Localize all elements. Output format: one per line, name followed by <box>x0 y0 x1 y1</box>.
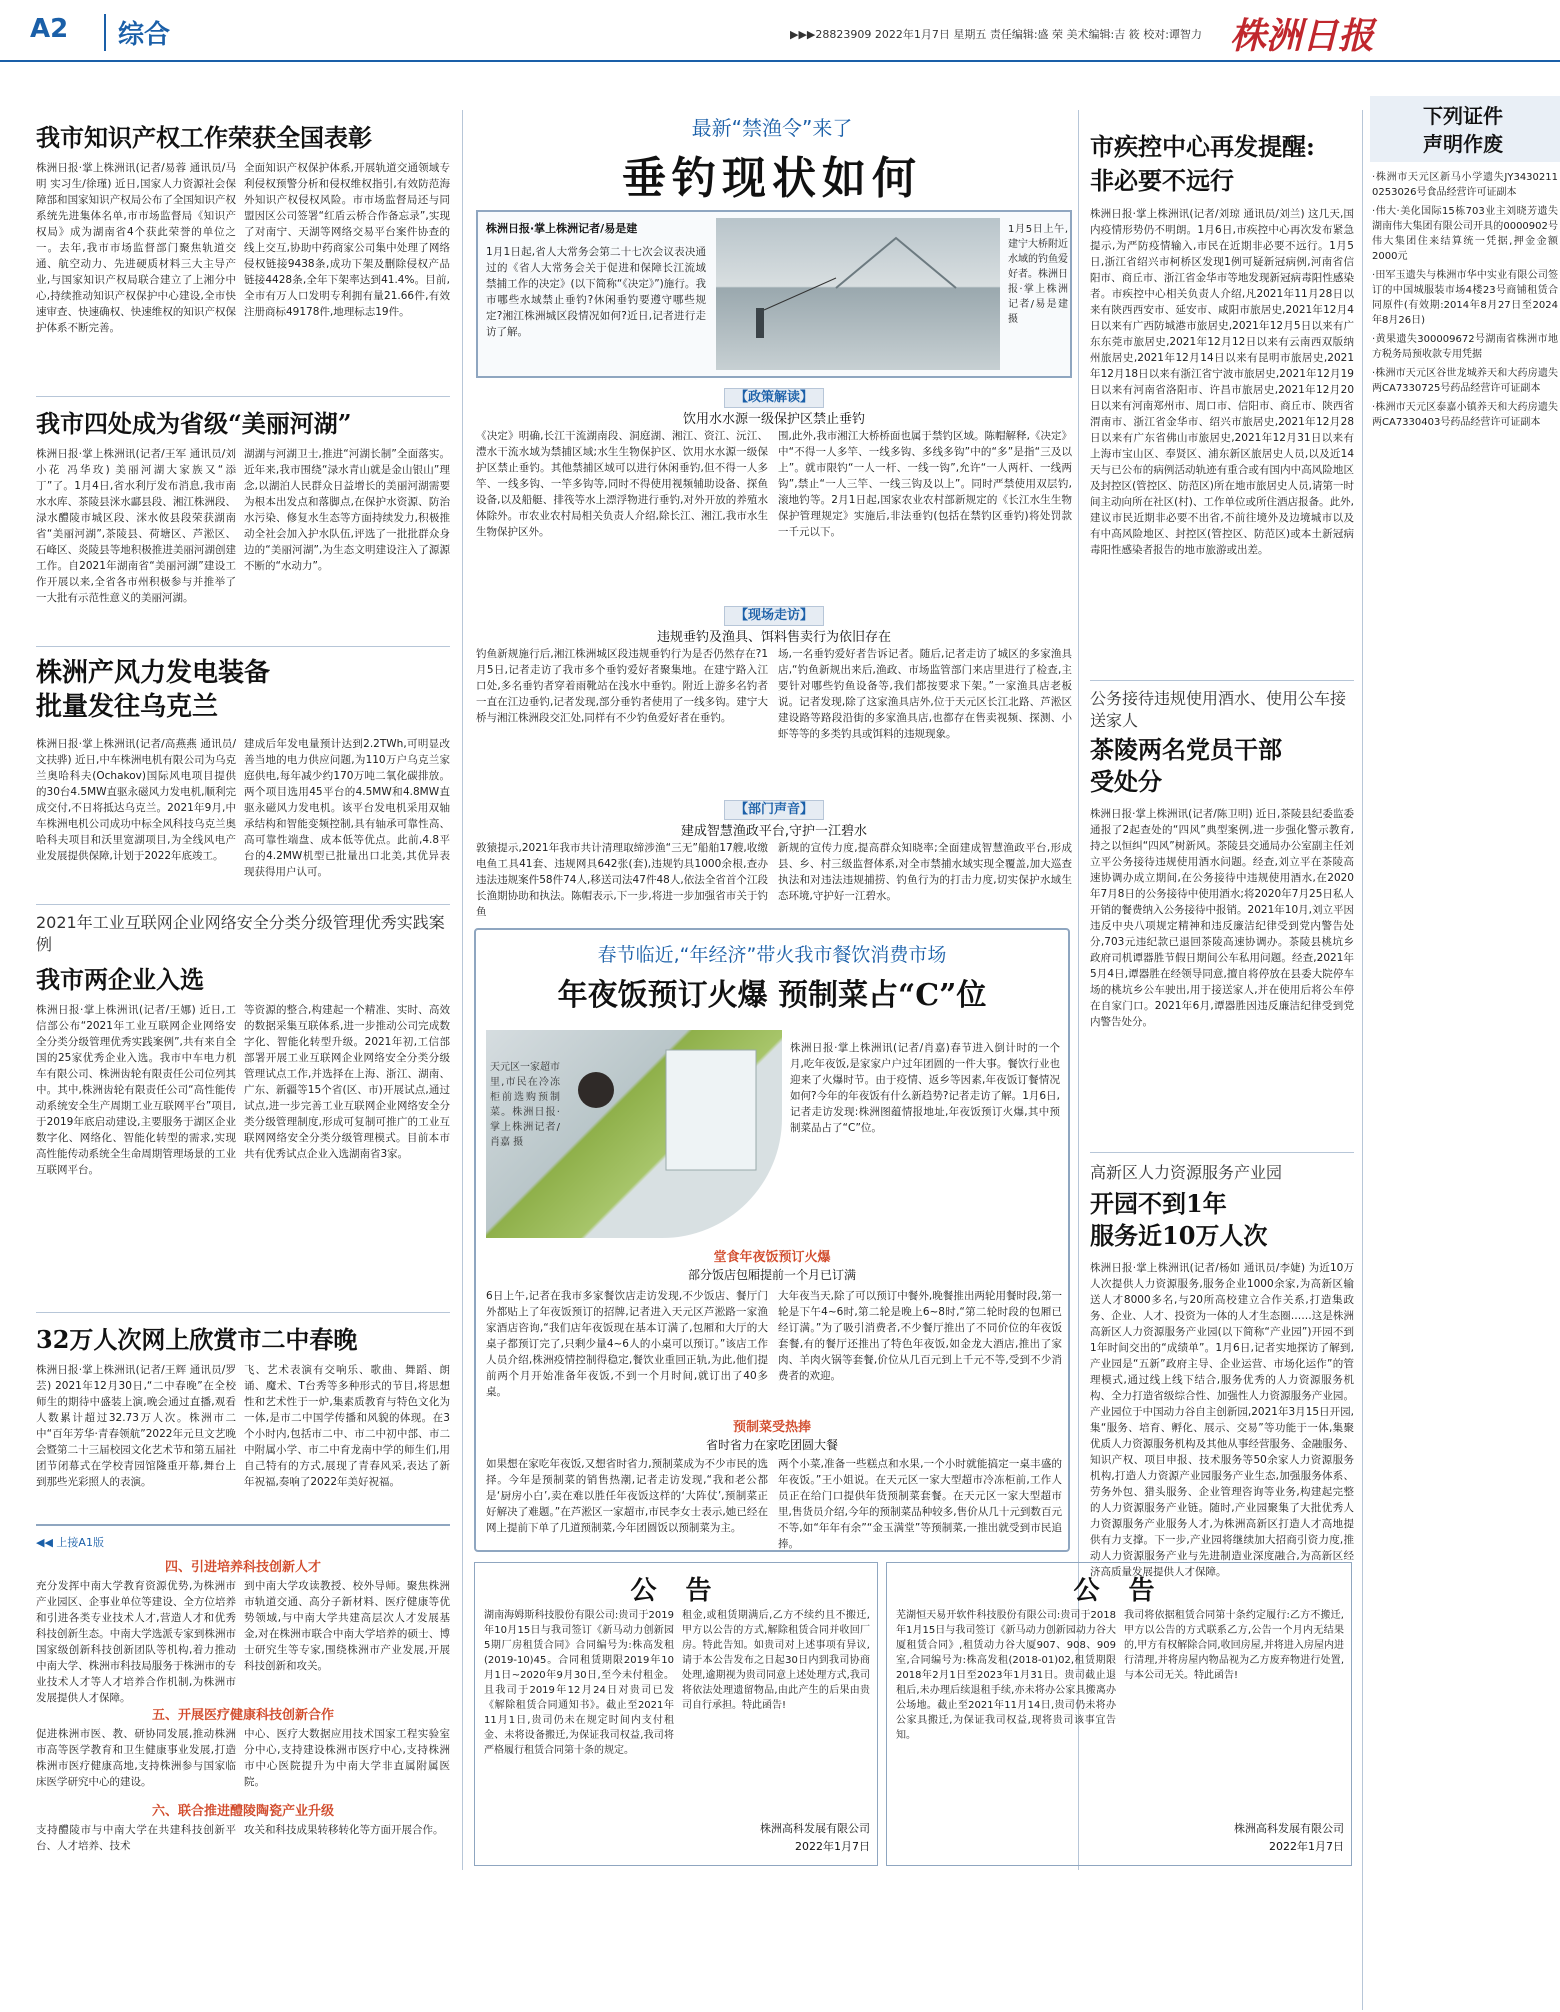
notice-1-title: 公 告 <box>630 1576 722 1606</box>
notice-2-col2: 我司将依据租赁合同第十条约定履行:乙方不搬迁,甲方以公告的方式联系乙方,公告一个月内无结果的,甲方有权解除合同,收回房屋,并将进入房屋内进行清理,并将房屋内物品视为乙方废弃物进行处置,与本公司无关。特此函告! <box>1124 1610 1344 1681</box>
talent-text-col1: 充分发挥中南大学教育资源优势,为株洲市产业园区、企事业单位等建设、全方位培养和引进各类专业技术人才,营造人才和优秀科技创新生态。中南大学选派专家到株洲市国家级创新科技创新团队等机构,着力推动中南大学、株洲市科技局服务于株洲市的专业技术人才等人才培养合作机制,为株洲市发展提供人才保障。 <box>36 1580 236 1704</box>
article-title-gala: 32万人次网上欣赏市二中春晚 <box>36 1325 358 1354</box>
medical-text-col2: 中心、医疗大数据应用技术国家工程实验室分中心,支持建设株洲市医疗中心,支持株洲市中心医院提升为中南大学非直属附属医院。 <box>244 1728 450 1788</box>
section-head-talent: 四、引进培养科技创新人才 <box>164 1560 321 1575</box>
article-title-hr-park: 开园不到1年 服务近10万人次 <box>1090 1189 1268 1250</box>
lead-scene-col1: 钓鱼新规施行后,湘江株洲城区段违规垂钓行为是否仍然存在?1月5日,记者走访了我市多个垂钓爱好者聚集地。在建宁路入江口处,多名垂钓者穿着雨靴站在浅水中垂钓。附近上游多名钓者一直在江边垂钓,记者发现,部分垂钓者使用了一线多钩。建宁大桥与湘江株洲段交汇处,同样有不少钓鱼爱好者在垂钓。 <box>476 648 768 724</box>
dinner-title: 年夜饭预订火爆 预制菜占“C”位 <box>557 978 987 1013</box>
article-body-security-col2: 等资源的整合,构建起一个精准、实时、高效的数据采集互联体系,进一步推动公司完成数字化、智能化转型升级。2021年初,工信部部署开展工业互联网企业网络安全分类分级管理试点工作,并选择在上海、浙江、湖南、广东、新疆等15个省(区、市)开展试点,通过试点,进一步完善工业互联网企业网络安全分类分级管理制度,形成可复制可推广的工业互联网网络安全分类分级管理模式。目前本市共有优秀试点企业入选湖南省3家。 <box>244 1004 450 1160</box>
divider <box>36 904 450 905</box>
divider <box>36 396 450 397</box>
lead-section-policy: 【政策解读】 <box>476 386 1072 408</box>
article-body-hr-park: 株洲日报·掌上株洲讯(记者/杨如 通讯员/李婕) 为近10万人次提供人力资源服务,服务企业1000余家,为高新区输送人才8000多名,与20所高校建立合作关系,打造集政务、企业、人才、投资为一体的人才生态圈……这是株洲高新区人力资源服务产业园(以下简称“产业园”)开园不到1年时间交出的“成绩单”。1月6日,记者实地探访了解到,产业园是“五新”政府主导、企业运营、市场化运作”的管理模式,通过线上线下结合,服务优秀的人力资源服务机构、全力打造省级综合性、加强性人力资源服务产业园。产业园位于中国动力谷自主创新园,2021年3月15日开园,集“服务、培育、孵化、展示、交易”等功能于一体,集聚优质人力资源服务机构及其他从事经营服务、金融服务、知识产权、项目申报、技术服务等50余家人力资源服务机构,打造人力资源产业园服务产业生态,加强服务体系、劳务外包、猎头服务、企业管理咨询等业务,构建起完整的人力资源服务产业链。随时,产业园聚集了大批优秀人力资源服务产业服务人才,为株洲高新区打造人才高地提供有力支撑。下一步,产业园将继续加大招商引资力度,推动人力资源服务产业与先进制造业深度融合,为高新区经济高质量发展提供人才保障。 <box>1090 1262 1354 1578</box>
section-name: 综合 <box>104 14 170 51</box>
dinner-section-dinein-sub: 部分饭店包厢提前一个月已订满 <box>687 1268 856 1282</box>
list-item: ·伟大·美化国际15栋703业主刘晓芳遗失湖南伟大集团有限公司开具的0000902号伟大集团住来结算统一凭据,押金金额2000元 <box>1372 206 1558 262</box>
fishing-rod <box>764 278 836 310</box>
continued-from-ref: ◀◀ 上接A1版 <box>36 1536 104 1549</box>
column-separator <box>1362 110 1363 2010</box>
article-body-ip-award-col1: 株洲日报·掌上株洲讯(记者/易蓉 通讯员/马明 实习生/徐瑾) 近日,国家人力资源社会保障部和国家知识产权局公布了全国知识产权系统先进集体名单,市市场监督局《知识产权局》成为湖南省4个获此荣誉的单位之一。去年,我市市场监督部门聚焦轨道交通、航空动力、先进硬质材料三大主导产业,与国家知识产权局联合建立了上湘分中心,持续推动知识产权保护中心建设,全市快速审查、快速确权、快速维权的知识产权保护体系不断完善。 <box>36 162 236 334</box>
dinner-section-prepared-sub: 省时省力在家吃团圆大餐 <box>705 1438 838 1452</box>
article-title-cdc: 市疾控中心再发提醒: 非必要不远行 <box>1090 132 1315 195</box>
article-title-discipline: 茶陵两名党员干部 受处分 <box>1090 735 1282 796</box>
article-body-ip-award-col2: 全面知识产权保护体系,开展轨道交通领域专利侵权预警分析和侵权维权指引,有效防范海外知识产权侵权风险。市市场监督局还与同盟因区公司签署“红盾云桥合作备忘录”,实现了对南宁、天湖等网络交易平台案件协查的线上交互,协助中药商家公司集中处理了网络侵权链接9438条,成功下架及删除侵权产品链接4428条,全年下架率达到41.4%。目前,全市有万人口发明专利拥有量21.66件,有效注册商标49178件,地理标志19件。 <box>244 162 450 318</box>
lead-section-department-sub: 建成智慧渔政平台,守护一江碧水 <box>680 824 868 839</box>
article-kicker-discipline: 公务接待违规使用酒水、使用公车接送家人 <box>1090 689 1347 730</box>
list-item: ·株洲市天元区新马小学遗失JY3430211 0253026号食品经营许可证副本 <box>1372 172 1558 198</box>
ceramics-text-col2: 攻关和科技成果转移转化等方面开展合作。 <box>244 1824 444 1836</box>
section-head-ceramics: 六、联合推进醴陵陶瓷产业升级 <box>151 1804 334 1819</box>
bridge-silhouette <box>836 238 956 288</box>
article-body-gala-col2: 飞、艺术表演有交响乐、歌曲、舞蹈、朗诵、魔术、T台秀等多种形式的节目,将思想性和艺术性于一炉,集素质教育与特色文化为一体,是市二中国学传播和风貌的体现。在3个小时内,包括市二中、市二中初中部、市二中附属小学、市二中育龙南中学的师生们,用自己特有的方式,展现了青春风采,表达了新年祝福,奏响了2022年美好祝福。 <box>244 1364 450 1488</box>
article-title-wind-power: 株洲产风力发电装备 批量发往乌克兰 <box>36 658 271 722</box>
divider <box>1090 1152 1354 1153</box>
divider <box>1090 680 1354 681</box>
column-separator <box>462 110 463 1870</box>
article-body-wind-col2: 建成后年发电量预计达到2.2TWh,可明显改善当地的电力供应问题,为110万户乌克兰家庭供电,每年减少约170万吨二氧化碳排放。两个项目选用45平台的4.5MW和4.8MW直驱永磁风力发电机。该平台发电机采用双轴承结构和智能变频控制,具有轴承可靠性高、高可靠性端盘、成本低等优点。此前,4.8平台的4.2MW机型已批量出口北美,其优异表现获得用户认可。 <box>244 738 450 878</box>
dinner-section-prepared: 预制菜受热捧 <box>732 1420 811 1435</box>
lost-documents-list <box>1372 170 1558 570</box>
lead-section-policy-sub: 饮用水水源一级保护区禁止垂钓 <box>682 412 865 427</box>
article-title-ip-award: 我市知识产权工作荣获全国表彰 <box>36 123 372 152</box>
page-number: A2 <box>30 14 69 44</box>
divider <box>36 1524 450 1526</box>
article-body-security-col1: 株洲日报·掌上株洲讯(记者/王娜) 近日,工信部公布“2021年工业互联网企业网络安全分类分级管理优秀实践案例”,共有来自全国的25家优秀企业入选。我市中车电力机车有限公司、株洲齿轮有限责任公司位列其中。其中,株洲齿轮有限责任公司“高性能传动系统安全生产周期工业互联网平台”项目,于2019年底启动建设,主要服务于湖区企业数字化、网络化、智能化转型的需求,实现高性能传动系统全生命周期管理场景的工业互联网平台。 <box>36 1004 236 1176</box>
divider <box>36 646 450 647</box>
notice-2-col1: 芜湖恒天易开软件科技股份有限公司:贵司于2018年1月15日与我司签订《新马动力创新园动力谷大厦租赁合同》,租赁动力谷大厦907、908、909室,合同编号为:株高发租(2018-01)02,租赁期限2018年2月1日至2023年1月31日。贵司截止退租后,未办理后续退租手续,亦未将办公家具搬离办公场地。截止至2021年11月14日,贵司仍未将办公家具搬迁,为保证我司权益,现将贵司该事宜告知。 <box>896 1610 1116 1741</box>
article-body-gala-col1: 株洲日报·掌上株洲讯(记者/王辉 通讯员/罗芸) 2021年12月30日,“二中春晚”在全校师生的期待中盛装上演,晚会通过直播,观看人数累计超过32.73万人次。株洲市二中“百年芳华·青春领航”2022年元旦文艺晚会暨第二十三届校园文化艺术节和第五届社团节闭幕式在学校青园馆隆重开幕,舞台上到那些光彩照人的表演。 <box>36 1364 236 1488</box>
list-item: ·田军玉遗失与株洲市华中实业有限公司签订的中国城服装市场4楼23号商铺租赁合同原件(有效期:2014年8月27日至2024年8月26日) <box>1372 270 1558 326</box>
list-item: ·株洲市天元区泰嘉小镇养天和大药房遗失两CA7330403号药品经营许可证副本 <box>1372 402 1558 428</box>
angler-figure <box>756 308 764 338</box>
dinner-lede: 株洲日报·掌上株洲讯(记者/肖嘉)春节进入倒计时的一个月,吃年夜饭,是家家户户过年团圆的一件大事。餐饮行业也迎来了火爆时节。由于疫情、返乡等因素,年夜饭订餐情况如何?今年的年夜饭有什么新趋势?记者走访了解。1月6日,记者走访发现:株洲图蕴情报地址,年夜饭预订火爆,其中预制菜品占了“C”位。 <box>790 1042 1060 1134</box>
notice-1-date: 2022年1月7日 <box>795 1840 870 1853</box>
section-head-medical: 五、开展医疗健康科技创新合作 <box>151 1708 334 1723</box>
article-body-wind-col1: 株洲日报·掌上株洲讯(记者/高燕燕 通讯员/文扶骅) 近日,中车株洲电机有限公司为乌克兰奥哈科夫(Ochakov)国际风电项目提供的30台4.5MW直驱永磁风力发电机,顺利完成交付,不日将抵达乌克兰。2021年9月,中车株洲电机公司成功中标全风科技乌克兰奥哈科夫项目和沃里宽湖项目,为全线风电产业发展提供保障,计划于2022年底竣工。 <box>36 738 236 862</box>
article-title-beautiful-rivers: 我市四处成为省级“美丽河湖” <box>36 409 352 438</box>
lead-kicker: 最新“禁渔令”来了 <box>691 116 853 140</box>
newspaper-logo: 株洲日报 <box>1230 15 1375 57</box>
article-kicker-hr-park: 高新区人力资源服务产业园 <box>1090 1163 1283 1182</box>
article-body-rivers-col1: 株洲日报·掌上株洲讯(记者/王军 通讯员/刘小花 冯华玫) 美丽河湖大家族又“添丁”了。1月4日,省水利厅发布消息,我市南水水库、茶陵县洣水酃县段、湘江株洲段、渌水醴陵市城区段、洣水攸县段荣获湖南省“美丽河湖”,茶陵县、荷塘区、芦淞区、石峰区、炎陵县等地积极推进美丽河湖创建工作。自2021年湖南省“美丽河湖”建设工作开展以来,全省各市州积极参与并推举了一大批有示范性意义的美丽河湖。 <box>36 448 236 604</box>
lead-section-scene: 【现场走访】 <box>476 604 1072 626</box>
lead-scene-col2: 场,一名垂钓爱好者告诉记者。随后,记者走访了城区的多家渔具店,“钓鱼新规出来后,渔政、市场监管部门来店里进行了检查,主要针对哪些钓鱼设备等,我们都按要求下架。”一家渔具店老板说。记者发现,除了这家渔具店外,位于天元区长江北路、芦淞区建设路等路段沿街的多家渔具店,也都存在售卖视频、探测、小虾等等的多类钓具或饵料的违规现象。 <box>778 648 1072 740</box>
lead-section-scene-sub: 违规垂钓及渔具、饵料售卖行为依旧存在 <box>656 630 891 645</box>
freezer-cabinet <box>666 1050 756 1170</box>
list-item: ·黄果遗失300009672号湖南省株洲市地方税务局预收款专用凭据 <box>1372 334 1558 360</box>
notice-1-signature: 株洲高科发展有限公司 <box>760 1822 870 1835</box>
medical-text-col1: 促进株洲市医、教、研协同发展,推动株洲市高等医学教育和卫生健康事业发展,打造株洲市医疗健康高地,支持株洲参与国家临床医学研究中心的建设。 <box>36 1728 236 1788</box>
lead-intro: 1月1日起,省人大常务会第二十七次会议表决通过的《省人大常务会关于促进和保障长江流域禁捕工作的决定》(以下简称“《决定》”)施行。我市哪些水域禁止垂钓?休闲垂钓要遵守哪些规定?湘江株洲城区段情况如何?近日,记者进行走访了解。 <box>486 246 706 338</box>
lead-byline: 株洲日报·掌上株洲记者/易是建 <box>486 222 638 235</box>
lead-department-col1: 敦猿提示,2021年我市共计清理取缔涉渔“三无”船舶17艘,收缴电鱼工具41套、违规网具642张(套),违规钓具1000余根,查办违法违规案件58件74人,移送司法47件48人,依法全省首个江段长渔期协助和执法。陈帽表示,下一步,将进一步加强省市关于钓鱼 <box>476 842 768 918</box>
lead-department-col2: 新规的宣传力度,提高群众知晓率;全面建成智慧渔政平台,形成县、乡、村三级监督体系,对全市禁捕水域实现全覆盖,加大巡查执法和对违法违规捕捞、钓鱼行为的打击力度,切实保护水域生态环境,守护好一江碧水。 <box>778 842 1072 902</box>
notice-2-date: 2022年1月7日 <box>1269 1840 1344 1853</box>
dinner-kicker: 春节临近,“年经济”带火我市餐饮消费市场 <box>597 944 947 966</box>
dinner-section-dinein: 堂食年夜饭预订火爆 <box>713 1250 831 1265</box>
notice-2-title: 公 告 <box>1073 1576 1165 1606</box>
article-body-cdc: 株洲日报·掌上株洲讯(记者/刘琼 通讯员/刘兰) 这几天,国内疫情形势仍不明朗。1月6日,市疾控中心再次发布紧急提示,为严防疫情输入,市民在近期非必要不远行。1月5日,浙江省绍兴市柯桥区发现1例可疑新冠病例,河南省信阳市、商丘市、浙江省金华市等地发现新冠病毒阳性感染者。市疾控中心相关负责人介绍,凡2021年11月28日以来有陕西西安市、延安市、咸阳市旅居史,2021年12月4日以来有广西防城港市旅居史,2021年12月5日以来有广东东莞市旅居史,2021年12月12日以来有云南西双版纳州旅居史,2021年12月14日以来有昆明市旅居史,2021年12月18日以来有浙江省宁波市旅居史,2021年12月19日以来有河南省洛阳市、许昌市旅居史,2021年12月20日以来有河南郑州市、周口市、信阳市、商丘市、陕西省渭南市、浙江省金华市、绍兴市旅居史,2021年12月28日以来有广东省佛山市旅居史,2021年12月31日以来有上海市宝山区、奉贤区、浦东新区旅居史人员,以及近14天与已公布的病例活动轨迹有重合或有国内中高风险地区及封控区(管控区、防范区)所在地市旅居史人员,请第一时间主动向所在社区(村)、工作单位或所住酒店报备。此外,建议市民近期非必要不出省,不前往境外及边境城市以及有中高风险地区、封控区(管控区、防范区)或本土新冠病毒阳性感染者报告的地市旅游或出差。 <box>1090 208 1354 556</box>
fishing-photo-art <box>716 218 1000 370</box>
divider <box>36 1312 450 1313</box>
article-kicker-security: 2021年工业互联网企业网络安全分类分级管理优秀实践案例 <box>36 913 445 954</box>
shopper-figure <box>578 1072 614 1108</box>
dinner-dinein-col2: 大年夜当天,除了可以预订中餐外,晚餐推出两轮用餐时段,第一轮是下午4~6时,第二轮是晚上6~8时,“第二轮时段的包厢已经订满。”为了吸引消费者,不少餐厅推出了不同价位的年夜饭套餐,有的餐厅还推出了特色年夜饭,如金龙大酒店,推出了家肉、羊肉火锅等套餐,价位从几百元到上千元不等,受到不少消费者的欢迎。 <box>778 1290 1062 1382</box>
fishing-photo-caption: 1月5日上午,建宁大桥附近水域的钓鱼爱好者。株洲日报·掌上株洲记者/易是建 摄 <box>1008 224 1068 325</box>
date-editor-line: ▶▶▶28823909 2022年1月7日 星期五 责任编辑:盛 荣 美术编辑:吉 筱 校对:谭智力 <box>790 28 1202 41</box>
lost-documents-title: 下列证件 声明作废 <box>1423 104 1503 156</box>
ceramics-text-col1: 支持醴陵市与中南大学在共建科技创新平台、人才培养、技术 <box>36 1824 236 1852</box>
list-item: ·株洲市天元区谷世龙城养天和大药房遗失两CA7330725号药品经营许可证副本 <box>1372 368 1558 394</box>
lead-policy-col2: 围,此外,我市湘江大桥桥面也属于禁钓区域。陈帽解释,《决定》中“不得一人多竿、一线多钩、多线多钩”中的“多”是指“三及以上”。就市限钓“一人一杆、一线一钩”,允许“一人两杆、一线两钩”,禁止“一人三竿、一线三钩及以上”。同时严禁使用双层钓,滚地钓等。2月1日起,国家农业农村部新规定的《长江水生生物保护管理规定》实施后,非法垂钓(包括在禁钓区垂钓)将处罚款一千元以下。 <box>778 430 1072 538</box>
notice-2-signature: 株洲高科发展有限公司 <box>1234 1822 1344 1835</box>
supermarket-photo-caption: 天元区一家超市里,市民在冷冻柜前选购预制菜。株洲日报·掌上株洲记者/肖嘉 摄 <box>490 1062 560 1148</box>
article-body-discipline: 株洲日报·掌上株洲讯(记者/陈卫明) 近日,茶陵县纪委监委通报了2起查处的“四风”典型案例,进一步强化警示教育,持之以恒纠“四风”树新风。茶陵县交通局办公室副主任刘立平公务接待违规使用酒水问题。经查,刘立平在茶陵高速协调办成立期间,在公务接待中违规使用酒水,在2020年7月8日的公务接待中使用酒水;将2020年7月25日私人开销的餐费纳入公务接待中报销。2021年10月,刘立平因违反中央八项规定精神和违反廉洁纪律受到党内警告处分,703元违纪款已退回茶陵高速协调办。茶陵县桃坑乡政府司机谭器胜节假日期间公车私用问题。经查,2021年5月4日,谭器胜在经领导同意,擅自将停放在县委大院停车场的桃坑乡公车驶出,用于接送家人,并在使用后将公车停在自家门口。2021年6月,谭器胜因违反廉洁纪律受到党内警告处分。 <box>1090 808 1354 1028</box>
fishing-photo <box>716 218 1000 370</box>
dinner-dinein-col1: 6日上午,记者在我市多家餐饮店走访发现,不少饭店、餐厅门外都贴上了年夜饭预订的招牌,记者进入天元区芦淞路一家渔家酒店咨询,“我们店年夜饭现在基本订满了,包厢和大厅的大桌子都预订完了,只剩少量4~6人的小桌可以预订。”该店工作人员介绍,株洲疫情控制得稳定,餐饮业重回正轨,为此,他们提前两个月开始准备年夜饭,不到一个月时间,就订出了40多桌。 <box>486 1290 768 1398</box>
lead-section-department: 【部门声音】 <box>476 798 1072 820</box>
notice-1-col2: 租金,或租赁期满后,乙方不续约且不搬迁,甲方以公告的方式,解除租赁合同并收回厂房。特此告知。如贵司对上述事项有异议,请于本公告发布之日起30日内到我司协商处理,逾期视为贵司同意上述处理方式,我司将依法处理遗留物品,由此产生的后果由贵司自行承担。特此函告! <box>682 1610 870 1711</box>
article-body-rivers-col2: 湖湖与河湖卫士,推进“河湖长制”全面落实。近年来,我市围绕“渌水青山就是金山银山”理念,以湖泊人民群众日益增长的美丽河湖需要为根本出发点和落脚点,在保护水资源、防治水污染、修复水生态等方面持续发力,积极推动全社会加入护水队伍,评选了一批批群众身边的“美丽河湖”,为生态文明建设注入了源源不断的“水动力”。 <box>244 448 450 572</box>
dinner-prepared-col2: 两个小菜,准备一些糕点和水果,一个小时就能搞定一桌丰盛的年夜饭。”王小姐说。在天元区一家大型超市冷冻柜前,工作人员正在给门口提供年货预制菜套餐。在天元区一家大型超市里,售货员介绍,今年的预制菜品种较多,售价从几十元到数百元不等,如“年年有余”“金玉满堂”等预制菜,一推出就受到市民追捧。 <box>778 1458 1062 1550</box>
dinner-prepared-col1: 如果想在家吃年夜饭,又想省时省力,预制菜成为不少市民的选择。今年是预制菜的销售热潮,记者走访发现,“我和老公都是‘厨房小白’,卖在难以胜任年夜饭这样的‘大阵仗’,预制菜正好解决了难题。”在芦淞区一家超市,市民李女士表示,她已经在网上提前下单了几道预制菜,今年团圆饭以预制菜为主。 <box>486 1458 768 1534</box>
article-title-security: 我市两企业入选 <box>36 965 204 994</box>
notice-1-col1: 湖南海姆斯科技股份有限公司:贵司于2019年10月15日与我司签订《新马动力创新园5期厂房租赁合同》合同编号为:株高发租(2019-10)45。合同租赁期限2019年10月1日~2020年9月30日,至今未付租金。且我司于2019年12月24日对贵司已发《解除租赁合同通知书》。截止至2021年11月1日,贵司仍未在规定时间内支付租金、未将设备搬迁,为保证我司权益,我司将严格履行租赁合同第十条的规定。 <box>484 1610 674 1756</box>
talent-text-col2: 到中南大学攻读教授、校外导师。聚焦株洲市轨道交通、高分子新材料、医疗健康等优势领域,与中南大学共建高层次人才发展基金,对在株洲市联合中南大学培养的硕士、博士研究生等专家,围绕株洲市产业发展,开展科技创新和攻关。 <box>244 1580 450 1672</box>
lead-policy-col1: 《决定》明确,长江干流湖南段、洞庭湖、湘江、资江、沅江、澧水干流水域为禁捕区域;水生生物保护区、饮用水水源一级保护区禁止垂钓。其他禁捕区域可以进行休闲垂钓,但不得一人多竿、一线多钩、一竿多钩等,同时不得使用视频辅助设备、探鱼设备,以及船艇、排筏等水上漂浮物进行垂钓,对外开放的养殖水体除外。市农业农村局相关负责人介绍,除长江、湘江,我市水生生物保护区外。 <box>476 430 768 538</box>
lead-title: 垂钓现状如何 <box>622 153 922 204</box>
